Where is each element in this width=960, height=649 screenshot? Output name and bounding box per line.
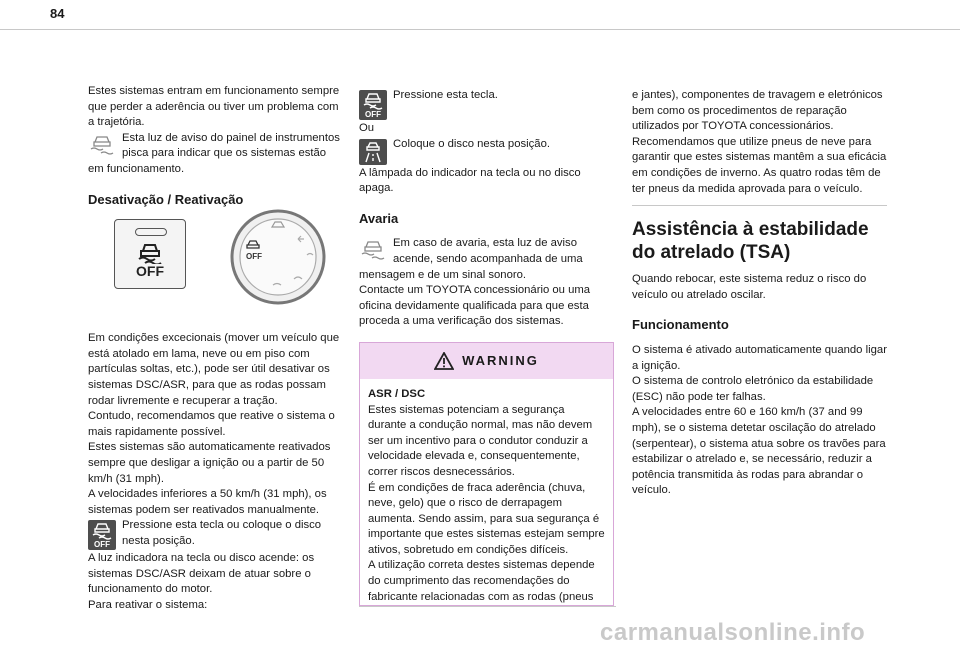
column-2 — [359, 88, 614, 614]
off-key-row — [359, 88, 614, 121]
paragraph: Recomendamos que utilize pneus de neve para garantir que estes sistemas mantêm a sua eficácia em condições de inverno. As quatro rodas têm de ter pneus da medida aprovada para o veículo. — [632, 135, 887, 195]
warning-bottom-divider — [359, 606, 616, 607]
skid-car-icon — [135, 242, 165, 264]
paragraph: Para reativar o sistema: — [88, 599, 208, 612]
paragraph: e jantes), componentes de travagem e eletrónicos bem como os procedimentos de reparação utilizados por TOYOTA concessionários. — [632, 89, 883, 133]
paragraph: A luz indicadora na tecla ou disco acende: os sistemas DSC/ASR deixam de atuar sobre o funcionamento do motor. — [88, 552, 315, 596]
drive-mode-dial-icon[interactable] — [228, 207, 328, 307]
warning-body — [360, 379, 613, 605]
paragraph: Em caso de avaria, esta luz de aviso acende, sendo acompanhada de uma mensagem e de um sinal sonoro. — [359, 237, 583, 281]
page-number: 84 — [50, 6, 65, 21]
paragraph: Em condições excecionais (mover um veículo que está atolado em lama, neve ou em piso com partículas soltas, etc.), pode ser útil desativar os sistemas DSC/ASR, para que as rodas possam rodar livremente e recuperar a tração. — [88, 332, 340, 407]
header-divider — [0, 29, 960, 30]
skid-warning-light-icon — [359, 238, 387, 260]
warning-bottom-divider — [632, 205, 887, 206]
paragraph: Coloque o disco nesta posição. — [393, 137, 551, 150]
button-off-label: OFF — [136, 263, 164, 280]
off-key-row — [88, 518, 343, 551]
paragraph: Estes sistemas entram em funcionamento sempre que perder a aderência ou tiver um problema com a trajetória. — [88, 85, 340, 129]
paragraph: O sistema é ativado automaticamente quando ligar a ignição. — [632, 343, 887, 372]
key-off-label: OFF — [94, 540, 110, 550]
warning-subtitle: ASR / DSC — [368, 387, 426, 400]
paragraph: Estes sistemas são automaticamente reativados sempre que desligar a ignição ou a partir de 50 km/h (31 mph). — [88, 441, 331, 485]
warning-triangle-icon — [434, 352, 454, 370]
warning-header — [360, 343, 613, 379]
paragraph: Ou — [359, 122, 375, 134]
paragraph: A velocidades entre 60 e 160 km/h (37 and 99 mph), se o sistema detetar oscilação do atrelado (serpentear), o sistema atua sobre os travões para estabilizar o atrelado e, se necessário, reduzir a potência transmitida às rodas para abrandar o veículo. — [632, 406, 886, 497]
paragraph: A lâmpada do indicador na tecla ou no disco apaga. — [359, 166, 581, 195]
paragraph: Pressione esta tecla ou coloque o disco nesta posição. — [122, 519, 322, 547]
dsc-off-button[interactable] — [114, 219, 186, 289]
paragraph: Esta luz de aviso do painel de instrumentos pisca para indicar que os sistemas estão em funcionamento. — [88, 131, 340, 175]
paragraph: Pressione esta tecla. — [393, 89, 498, 101]
dsc-off-key-icon — [88, 520, 116, 550]
column-1 — [88, 84, 343, 614]
warning-light-row — [88, 131, 343, 178]
paragraph: A utilização correta destes sistemas depende do cumprimento das recomendações do fabricante relacionadas com as rodas (pneus — [368, 559, 595, 603]
main-heading: Assistência à estabilidade do atrelado (TSA) — [632, 219, 869, 264]
road-position-icon — [359, 139, 387, 165]
skid-warning-light-icon — [88, 133, 116, 155]
paragraph: O sistema de controlo eletrónico da estabilidade (ESC) não pode ter falhas. — [632, 375, 874, 403]
section-heading: Desativação / Reativação — [88, 191, 244, 207]
warning-title: WARNING — [462, 353, 539, 369]
paragraph: Contudo, recomendamos que reative o sistema o mais rapidamente possível. — [88, 410, 335, 438]
paragraph: Contacte um TOYOTA concessionário ou uma oficina devidamente qualificada para que esta proceda a uma verificação dos sistemas. — [359, 284, 591, 328]
dial-off-label: OFF — [246, 252, 262, 262]
paragraph: Estes sistemas potenciam a segurança durante a condução normal, mas não devem ser um incentivo para o condutor conduzir a velocidade elevada e, consequentemente, correr riscos desnecessários. — [368, 403, 593, 478]
section-heading: Funcionamento — [632, 317, 729, 333]
paragraph: É em condições de fraca aderência (chuva, neve, gelo) que o risco de derrapagem aumenta. Sendo assim, para sua segurança é importante que estes sistemas estejam sempre ativos, sobretudo em condições difíceis. — [368, 481, 605, 556]
indicator-slot — [135, 228, 167, 236]
dsc-off-key-icon — [359, 90, 387, 120]
fault-light-row — [359, 236, 614, 283]
controls-illustration — [88, 217, 343, 321]
warning-box — [359, 342, 614, 606]
dial-position-row — [359, 137, 614, 166]
paragraph: A velocidades inferiores a 50 km/h (31 mph), os sistemas podem ser reativados manualmente. — [88, 488, 327, 516]
watermark: carmanualsonline.info — [600, 619, 866, 646]
paragraph: Quando rebocar, este sistema reduz o risco do veículo ou atrelado oscilar. — [632, 273, 867, 301]
key-off-label: OFF — [365, 110, 381, 119]
column-3 — [632, 88, 887, 499]
section-heading: Avaria — [359, 210, 399, 226]
